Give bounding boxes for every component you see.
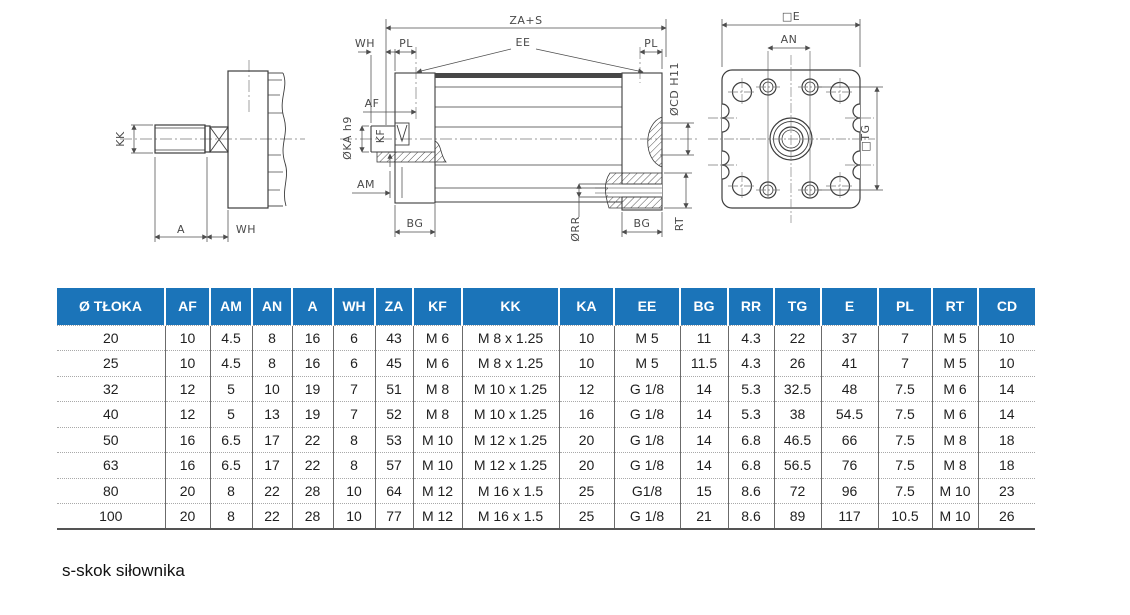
table-cell: 16 [559, 402, 614, 428]
table-cell: 8 [210, 504, 252, 530]
table-cell: M 12 x 1.25 [462, 427, 559, 453]
table-cell: 22 [292, 453, 333, 479]
table-cell: 20 [165, 478, 210, 504]
table-cell: 43 [375, 325, 413, 351]
header-cell: A [292, 288, 333, 325]
header-cell: Ø TŁOKA [57, 288, 165, 325]
dim-label-bg-left: BG [406, 217, 424, 230]
table-cell: 16 [292, 351, 333, 377]
dim-label-e: □E [781, 10, 801, 23]
header-cell: ZA [375, 288, 413, 325]
table-cell: M 5 [614, 325, 680, 351]
dim-label-wh: WH [235, 223, 257, 236]
table-cell: M 10 [932, 478, 978, 504]
table-cell: M 10 [413, 427, 462, 453]
table-cell: 117 [821, 504, 878, 530]
table-cell: 4.5 [210, 325, 252, 351]
table-cell: 6.5 [210, 427, 252, 453]
table-cell: M 8 x 1.25 [462, 351, 559, 377]
table-cell: 4.5 [210, 351, 252, 377]
table-cell: 20 [559, 453, 614, 479]
dim-label-za-s: ZA+S [509, 14, 543, 27]
table-cell: 15 [680, 478, 728, 504]
table-cell: 13 [252, 402, 292, 428]
table-cell: 25 [559, 504, 614, 530]
table-cell: 5.3 [728, 402, 774, 428]
table-cell: 20 [57, 325, 165, 351]
table-cell: 80 [57, 478, 165, 504]
header-cell: AM [210, 288, 252, 325]
table-cell: 8 [333, 453, 375, 479]
dimension-table [57, 288, 1035, 530]
table-cell: 14 [978, 402, 1035, 428]
table-cell: M 10 [413, 453, 462, 479]
table-cell: M 12 [413, 504, 462, 530]
table-cell: M 8 x 1.25 [462, 325, 559, 351]
table-cell: 100 [57, 504, 165, 530]
table-cell: G1/8 [614, 478, 680, 504]
table-cell: G 1/8 [614, 402, 680, 428]
table-cell: 17 [252, 427, 292, 453]
table-cell: 25 [57, 351, 165, 377]
table-cell: M 16 x 1.5 [462, 478, 559, 504]
table-cell: 10 [333, 504, 375, 530]
table-cell: 54.5 [821, 402, 878, 428]
table-cell: 20 [559, 427, 614, 453]
table-cell: 16 [165, 427, 210, 453]
table-cell: 4.3 [728, 351, 774, 377]
table-cell: 18 [978, 453, 1035, 479]
table-cell: G 1/8 [614, 504, 680, 530]
rod-end-geometry [155, 71, 287, 208]
table-cell: 16 [292, 325, 333, 351]
dim-label-rt: RT [673, 216, 686, 232]
table-cell: 6.8 [728, 427, 774, 453]
table-cell: 53 [375, 427, 413, 453]
table-cell: M 6 [932, 402, 978, 428]
header-cell: EE [614, 288, 680, 325]
header-cell: TG [774, 288, 821, 325]
table-cell: M 10 x 1.25 [462, 376, 559, 402]
table-row [57, 453, 1035, 479]
table-cell: 12 [165, 402, 210, 428]
table-cell: 89 [774, 504, 821, 530]
table-row [57, 504, 1035, 530]
header-cell: KK [462, 288, 559, 325]
table-cell: 4.3 [728, 325, 774, 351]
technical-drawing-section-view [310, 5, 705, 250]
table-cell: 50 [57, 427, 165, 453]
table-cell: 45 [375, 351, 413, 377]
table-cell: 14 [680, 402, 728, 428]
header-cell: PL [878, 288, 932, 325]
table-cell: 26 [978, 504, 1035, 530]
dim-label-af: AF [364, 97, 380, 110]
dim-label-ee: EE [515, 36, 531, 49]
table-row [57, 402, 1035, 428]
table-cell: 10.5 [878, 504, 932, 530]
table-cell: 19 [292, 402, 333, 428]
table-cell: M 12 x 1.25 [462, 453, 559, 479]
table-cell: 8 [252, 325, 292, 351]
dim-label-an: AN [780, 33, 798, 46]
table-cell: 10 [165, 325, 210, 351]
table-cell: 11.5 [680, 351, 728, 377]
dim-label-cd: ØCD H11 [668, 61, 681, 117]
table-cell: 6.8 [728, 453, 774, 479]
header-cell: RR [728, 288, 774, 325]
table-cell: 10 [559, 325, 614, 351]
table-cell: M 5 [932, 325, 978, 351]
table-cell: 14 [978, 376, 1035, 402]
table-cell: 7 [333, 376, 375, 402]
table-cell: 40 [57, 402, 165, 428]
technical-drawing-face-view [705, 5, 915, 245]
table-cell: 22 [252, 504, 292, 530]
table-cell: 63 [57, 453, 165, 479]
table-cell: 10 [978, 325, 1035, 351]
table-cell: 18 [978, 427, 1035, 453]
table-cell: 6 [333, 325, 375, 351]
header-cell: BG [680, 288, 728, 325]
table-cell: 21 [680, 504, 728, 530]
table-row [57, 427, 1035, 453]
table-cell: M 6 [932, 376, 978, 402]
table-cell: 10 [559, 351, 614, 377]
table-cell: 66 [821, 427, 878, 453]
dim-label-rr: ØRR [569, 216, 582, 242]
table-cell: M 16 x 1.5 [462, 504, 559, 530]
table-cell: M 6 [413, 325, 462, 351]
dim-label-am: AM [356, 178, 376, 191]
table-cell: 26 [774, 351, 821, 377]
dim-label-pl-left: PL [399, 37, 413, 50]
dim-label-ka: ØKA h9 [341, 116, 354, 160]
table-cell: M 8 [413, 376, 462, 402]
table-cell: 7.5 [878, 478, 932, 504]
table-cell: 77 [375, 504, 413, 530]
table-cell: 37 [821, 325, 878, 351]
table-cell: 46.5 [774, 427, 821, 453]
dim-label-pl-right: PL [644, 37, 658, 50]
table-cell: 8 [210, 478, 252, 504]
table-cell: 38 [774, 402, 821, 428]
table-cell: 5 [210, 402, 252, 428]
table-cell: M 10 [932, 504, 978, 530]
table-cell: 14 [680, 376, 728, 402]
table-cell: 22 [292, 427, 333, 453]
dim-label-kk: KK [114, 131, 127, 147]
table-cell: 10 [252, 376, 292, 402]
dim-label-kf: KF [374, 128, 387, 144]
table-row [57, 351, 1035, 377]
centerlines [708, 55, 875, 223]
table-cell: 32.5 [774, 376, 821, 402]
table-cell: 10 [978, 351, 1035, 377]
table-cell: 57 [375, 453, 413, 479]
table-cell: 7 [878, 325, 932, 351]
table-cell: 25 [559, 478, 614, 504]
table-cell: M 6 [413, 351, 462, 377]
table-cell: G 1/8 [614, 376, 680, 402]
table-cell: 56.5 [774, 453, 821, 479]
table-cell: 51 [375, 376, 413, 402]
table-cell: 7.5 [878, 427, 932, 453]
table-cell: 16 [165, 453, 210, 479]
table-cell: 23 [978, 478, 1035, 504]
centerlines [340, 47, 700, 139]
dim-label-wh: WH [354, 37, 376, 50]
header-cell: AN [252, 288, 292, 325]
header-cell: KA [559, 288, 614, 325]
table-cell: M 10 x 1.25 [462, 402, 559, 428]
table-cell: 10 [165, 351, 210, 377]
table-cell: G 1/8 [614, 453, 680, 479]
table-row [57, 325, 1035, 351]
header-cell: KF [413, 288, 462, 325]
table-cell: 19 [292, 376, 333, 402]
table-cell: 17 [252, 453, 292, 479]
table-cell: 8.6 [728, 504, 774, 530]
table-cell: G 1/8 [614, 427, 680, 453]
table-cell: 5.3 [728, 376, 774, 402]
dim-label-tg: □TG [859, 124, 872, 152]
table-cell: 28 [292, 478, 333, 504]
dim-label-a: A [176, 223, 186, 236]
table-cell: 6.5 [210, 453, 252, 479]
table-cell: 52 [375, 402, 413, 428]
table-cell: 7.5 [878, 453, 932, 479]
table-cell: 7.5 [878, 402, 932, 428]
table-cell: 20 [165, 504, 210, 530]
header-cell: E [821, 288, 878, 325]
table-cell: M 5 [932, 351, 978, 377]
table-cell: 8 [333, 427, 375, 453]
table-cell: 10 [333, 478, 375, 504]
table-cell: 28 [292, 504, 333, 530]
table-cell: M 8 [932, 427, 978, 453]
table-cell: 6 [333, 351, 375, 377]
table-cell: 32 [57, 376, 165, 402]
header-cell: RT [932, 288, 978, 325]
stroke-note: s-skok siłownika [62, 561, 185, 580]
table-cell: 96 [821, 478, 878, 504]
table-cell: 14 [680, 427, 728, 453]
table-cell: 48 [821, 376, 878, 402]
table-cell: M 5 [614, 351, 680, 377]
table-cell: 41 [821, 351, 878, 377]
table-cell: M 8 [413, 402, 462, 428]
table-cell: 7.5 [878, 376, 932, 402]
table-cell: 22 [774, 325, 821, 351]
table-cell: 5 [210, 376, 252, 402]
cylinder-section-geometry [371, 73, 662, 210]
header-cell: AF [165, 288, 210, 325]
table-cell: 8.6 [728, 478, 774, 504]
table-row [57, 376, 1035, 402]
technical-drawing-rod-end-view [100, 5, 320, 250]
table-cell: 12 [165, 376, 210, 402]
header-cell: WH [333, 288, 375, 325]
table-cell: 72 [774, 478, 821, 504]
table-cell: 22 [252, 478, 292, 504]
table-cell: 11 [680, 325, 728, 351]
table-cell: 8 [252, 351, 292, 377]
table-cell: 12 [559, 376, 614, 402]
table-cell: 7 [878, 351, 932, 377]
table-cell: 7 [333, 402, 375, 428]
table-header-row [57, 288, 1035, 325]
table-row [57, 478, 1035, 504]
table-cell: 14 [680, 453, 728, 479]
table-cell: 64 [375, 478, 413, 504]
dim-label-bg-right: BG [633, 217, 651, 230]
table-cell: M 8 [932, 453, 978, 479]
table-cell: 76 [821, 453, 878, 479]
header-cell: CD [978, 288, 1035, 325]
table-cell: M 12 [413, 478, 462, 504]
